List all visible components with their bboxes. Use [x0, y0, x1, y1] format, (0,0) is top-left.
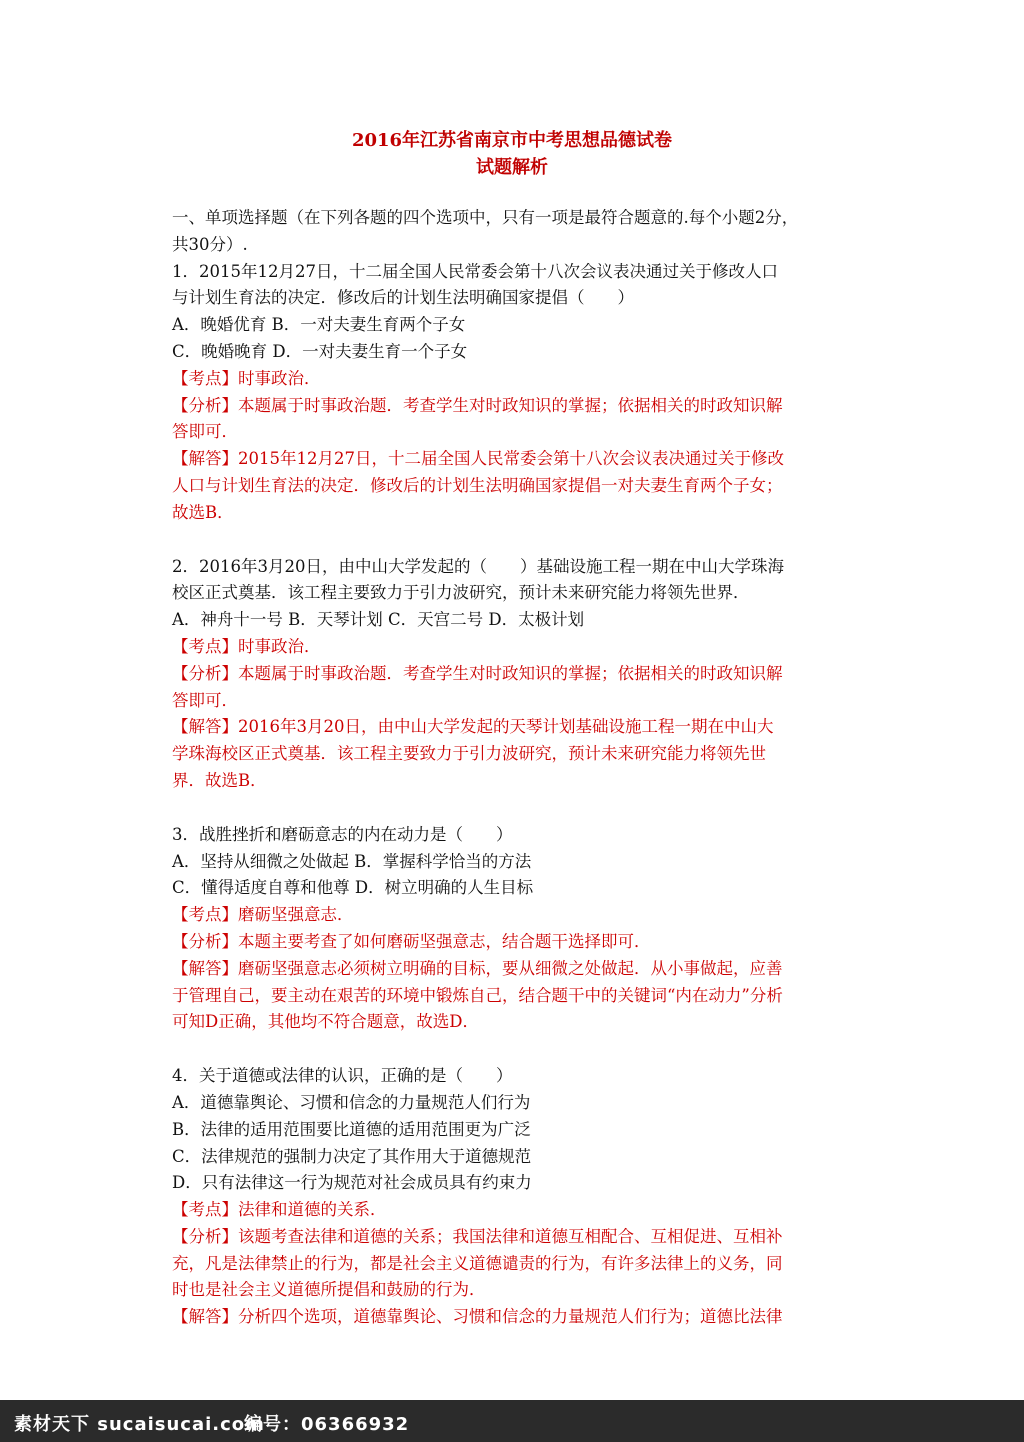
document-title: 2016年江苏省南京市中考思想品德试卷: [351, 130, 673, 151]
section-heading-line: 共30分）.: [172, 234, 248, 254]
spacer: [172, 795, 852, 822]
answer-jieda: 人口与计划生育法的决定．修改后的计划生法明确国家提倡一对夫妻生育两个子女；: [172, 475, 783, 495]
question-option: A．神舟十一号 B．天琴计划 C．天宫二号 D．太极计划: [172, 610, 585, 630]
answer-jieda: 【解答】2015年12月27日，十二届全国人民常委会第十八次会议表决通过关于修改: [172, 449, 784, 469]
question-option: A．道德靠舆论、习惯和信念的力量规范人们行为: [172, 1092, 531, 1112]
question-stem: 1．2015年12月27日，十二届全国人民常委会第十八次会议表决通过关于修改人口: [172, 261, 778, 281]
question-option: A．坚持从细微之处做起 B．掌握科学恰当的方法: [172, 851, 532, 871]
question-stem: 4．关于道德或法律的认识，正确的是（ ）: [172, 1066, 513, 1086]
answer-jieda: 可知D正确，其他均不符合题意，故选D．: [172, 1012, 479, 1032]
question-4: [172, 1063, 852, 1331]
spacer: [172, 1036, 852, 1063]
answer-jieda: 于管理自己，要主动在艰苦的环境中锻炼自己，结合题干中的关键词“内在动力”分析: [172, 985, 783, 1005]
answer-fenxi: 充，凡是法律禁止的行为，都是社会主义道德谴责的行为，有许多法律上的义务，同: [172, 1253, 783, 1273]
answer-jieda: 故选B．: [172, 502, 234, 522]
answer-fenxi: 【分析】本题主要考查了如何磨砺坚强意志，结合题干选择即可．: [172, 931, 651, 951]
answer-fenxi: 【分析】本题属于时事政治题．考查学生对时政知识的掌握；依据相关的时政知识解: [172, 395, 783, 415]
answer-jieda: 学珠海校区正式奠基．该工程主要致力于引力波研究，预计未来研究能力将领先世: [172, 744, 766, 764]
answer-jieda: 【解答】磨砺坚强意志必须树立明确的目标，要从细微之处做起．从小事做起，应善: [172, 958, 783, 978]
question-stem: 3．战胜挫折和磨砺意志的内在动力是（ ）: [172, 824, 513, 844]
question-stem: 与计划生育法的决定．修改后的计划生法明确国家提倡（ ）: [172, 288, 634, 308]
question-option: B．法律的适用范围要比道德的适用范围更为广泛: [172, 1119, 531, 1139]
watermark-footer: [0, 1400, 1024, 1442]
answer-kaodian: 【考点】法律和道德的关系．: [172, 1200, 387, 1220]
answer-jieda: 【解答】2016年3月20日，由中山大学发起的天琴计划基础设施工程一期在中山大: [172, 717, 774, 737]
answer-fenxi: 答即可．: [172, 690, 238, 710]
question-stem: 校区正式奠基．该工程主要致力于引力波研究，预计未来研究能力将领先世界．: [172, 583, 750, 603]
section-heading: [172, 205, 852, 259]
answer-fenxi: 时也是社会主义道德所提倡和鼓励的行为．: [172, 1280, 486, 1300]
answer-fenxi: 【分析】该题考查法律和道德的关系；我国法律和道德互相配合、互相促进、互相补: [172, 1226, 783, 1246]
answer-kaodian: 【考点】时事政治．: [172, 636, 321, 656]
document-body: [172, 205, 852, 1331]
question-1: [172, 259, 852, 527]
document-subtitle: 试题解析: [476, 157, 548, 178]
answer-kaodian: 【考点】磨砺坚强意志．: [172, 905, 354, 925]
answer-kaodian: 【考点】时事政治．: [172, 368, 321, 388]
question-option: D．只有法律这一行为规范对社会成员具有约束力: [172, 1173, 532, 1193]
answer-jieda: 【解答】分析四个选项，道德靠舆论、习惯和信念的力量规范人们行为；道德比法律: [172, 1307, 783, 1327]
question-option: C．法律规范的强制力决定了其作用大于道德规范: [172, 1146, 532, 1166]
watermark-site: 素材天下 sucaisucai.com: [14, 1414, 265, 1435]
question-option: C．懂得适度自尊和他尊 D．树立明确的人生目标: [172, 878, 534, 898]
watermark-code: 编号：06366932: [244, 1414, 410, 1435]
section-heading-line: 一、单项选择题（在下列各题的四个选项中，只有一项是最符合题意的.每个小题2分，: [172, 208, 799, 227]
answer-jieda: 界．故选B．: [172, 770, 267, 790]
question-3: [172, 822, 852, 1036]
question-option: A．晚婚优育 B．一对夫妻生育两个子女: [172, 315, 466, 335]
question-option: C．晚婚晚育 D．一对夫妻生育一个子女: [172, 341, 468, 361]
question-stem: 2．2016年3月20日，由中山大学发起的（ ）基础设施工程一期在中山大学珠海: [172, 556, 784, 576]
question-2: [172, 554, 852, 795]
answer-fenxi: 答即可．: [172, 422, 238, 442]
answer-fenxi: 【分析】本题属于时事政治题．考查学生对时政知识的掌握；依据相关的时政知识解: [172, 663, 783, 683]
spacer: [172, 527, 852, 554]
